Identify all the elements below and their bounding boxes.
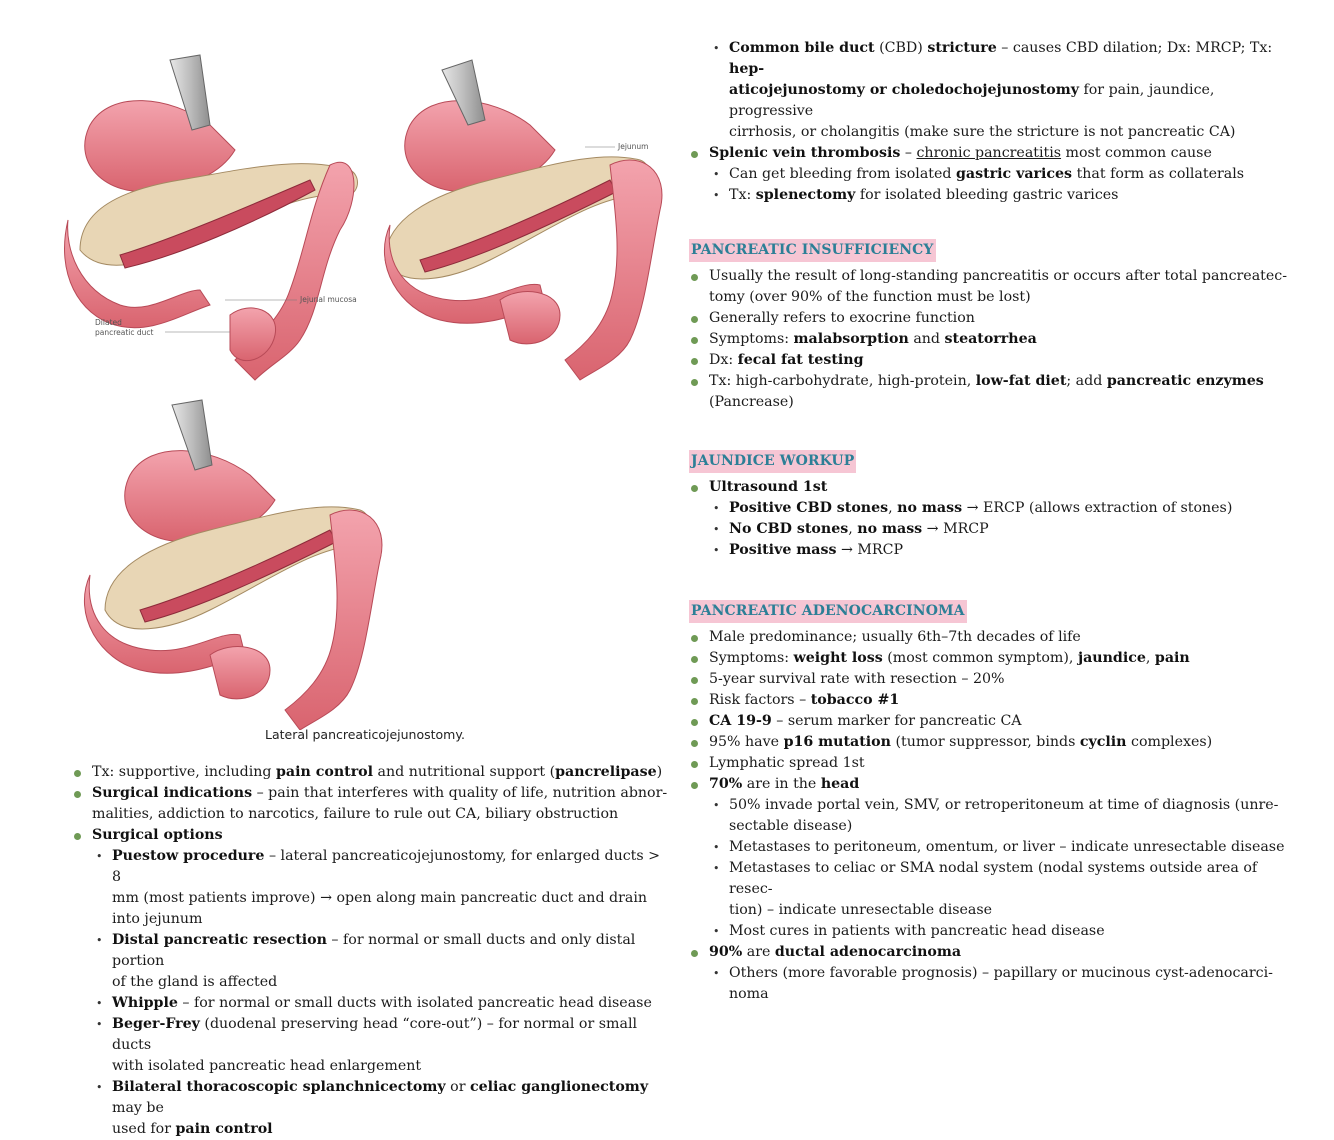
illustration-2	[384, 60, 662, 380]
list-item: Generally refers to exocrine function	[689, 308, 1289, 329]
list-subitem: • Tx: splenectomy for isolated bleeding gastric varices	[689, 185, 1289, 206]
list-item: Symptoms: malabsorption and steatorrhea	[689, 329, 1289, 350]
list-subitem: • Distal pancreatic resection – for normal or small ducts and only distal portion of the gland is affected	[72, 930, 672, 993]
list-item: Surgical options	[72, 825, 672, 846]
section-heading-adenocarcinoma: PANCREATIC ADENOCARCINOMA	[689, 600, 967, 623]
list-subitem: • Others (more favorable prognosis) – papillary or mucinous cyst-adenocarci- noma	[689, 963, 1289, 1005]
right-column	[689, 38, 1289, 1005]
list-item: 90% are ductal adenocarcinoma	[689, 942, 1289, 963]
illustration-1	[65, 55, 358, 380]
label-dilated: Dilated	[95, 318, 122, 327]
label-jejunal-mucosa: Jejunal mucosa	[300, 295, 357, 304]
figure-caption: Lateral pancreaticojejunostomy.	[265, 727, 465, 742]
list-item: Lymphatic spread 1st	[689, 753, 1289, 774]
list-item: Risk factors – tobacco #1	[689, 690, 1289, 711]
list-item: Male predominance; usually 6th–7th decades of life	[689, 627, 1289, 648]
list-item: CA 19-9 – serum marker for pancreatic CA	[689, 711, 1289, 732]
list-subitem: • Metastases to celiac or SMA nodal system (nodal systems outside area of resec- tion) – indicate unresectable disease	[689, 858, 1289, 921]
list-subitem: • 50% invade portal vein, SMV, or retroperitoneum at time of diagnosis (unre- sectable disease)	[689, 795, 1289, 837]
list-item: Surgical indications – pain that interferes with quality of life, nutrition abnor- malities, addiction to narcotics, failure to rule out CA, biliary obstruction	[72, 783, 672, 825]
list-subitem: • Positive mass → MRCP	[689, 540, 1289, 561]
list-item: Tx: high-carbohydrate, high-protein, low-fat diet; add pancreatic enzymes (Pancrease)	[689, 371, 1289, 413]
pancreaticojejunostomy-illustrations	[60, 50, 700, 730]
list-item: 70% are in the head	[689, 774, 1289, 795]
label-jejunum: Jejunum	[618, 142, 649, 151]
section-heading-insufficiency: PANCREATIC INSUFFICIENCY	[689, 239, 936, 262]
list-subitem-cbd: • Common bile duct (CBD) stricture – causes CBD dilation; Dx: MRCP; Tx: hep- aticojejunostomy or choledochojejunostomy for pain, jaundice, progressive cirrhosis, or cholangitis (make sure the stricture is not pancreatic CA)	[689, 38, 1289, 143]
section-heading-jaundice: JAUNDICE WORKUP	[689, 450, 856, 473]
list-item-svt: Splenic vein thrombosis – chronic pancreatitis most common cause	[689, 143, 1289, 164]
list-item: Usually the result of long-standing pancreatitis or occurs after total pancreatec- tomy (over 90% of the function must be lost)	[689, 266, 1289, 308]
list-item: Symptoms: weight loss (most common symptom), jaundice, pain	[689, 648, 1289, 669]
list-subitem: • No CBD stones, no mass → MRCP	[689, 519, 1289, 540]
list-item: 5-year survival rate with resection – 20%	[689, 669, 1289, 690]
list-subitem: • Metastases to peritoneum, omentum, or liver – indicate unresectable disease	[689, 837, 1289, 858]
label-pancreatic-duct: pancreatic duct	[95, 328, 154, 337]
list-subitem: • Beger-Frey (duodenal preserving head “core-out”) – for normal or small ducts with isolated pancreatic head enlargement	[72, 1014, 672, 1077]
illustration-3	[84, 400, 382, 730]
list-item: Tx: supportive, including pain control and nutritional support (pancrelipase)	[72, 762, 672, 783]
list-subitem: • Puestow procedure – lateral pancreaticojejunostomy, for enlarged ducts > 8 mm (most patients improve) → open along main pancreatic duct and drain into jejunum	[72, 846, 672, 930]
left-column	[72, 762, 672, 1140]
list-item: Ultrasound 1st	[689, 477, 1289, 498]
list-subitem: • Positive CBD stones, no mass → ERCP (allows extraction of stones)	[689, 498, 1289, 519]
list-subitem: • Whipple – for normal or small ducts with isolated pancreatic head disease	[72, 993, 672, 1014]
list-subitem: • Can get bleeding from isolated gastric varices that form as collaterals	[689, 164, 1289, 185]
list-subitem: • Bilateral thoracoscopic splanchnicectomy or celiac ganglionectomy may be used for pain control	[72, 1077, 672, 1140]
list-item: 95% have p16 mutation (tumor suppressor, binds cyclin complexes)	[689, 732, 1289, 753]
list-item: Dx: fecal fat testing	[689, 350, 1289, 371]
list-subitem: • Most cures in patients with pancreatic head disease	[689, 921, 1289, 942]
